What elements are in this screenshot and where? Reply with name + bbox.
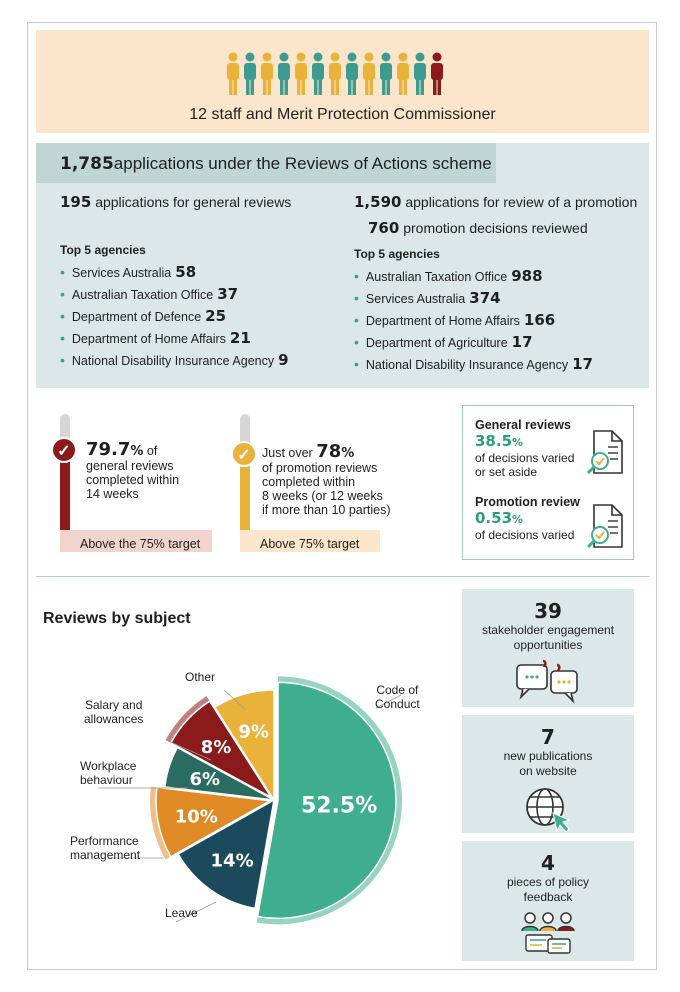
person-icon xyxy=(243,52,257,96)
pie-value-label: 10% xyxy=(174,806,218,828)
agency-item xyxy=(60,329,340,351)
person-icon xyxy=(345,52,359,96)
general-varied: General reviews 38.5% of decisions varied or set aside xyxy=(475,418,575,479)
staff-title: 12 staff and Merit Protection Commissioner xyxy=(189,106,496,123)
person-icon xyxy=(226,52,240,96)
document-check-icon xyxy=(586,503,630,551)
label-other: Other xyxy=(185,670,216,684)
agency-item xyxy=(60,285,340,307)
agency-count: 9 xyxy=(278,351,289,369)
pie-value-label: 14% xyxy=(210,850,254,872)
section-divider xyxy=(36,576,649,577)
person-icon xyxy=(362,52,376,96)
person-icon xyxy=(430,52,444,96)
label-leave: Leave xyxy=(165,906,198,920)
pie-value-label: 8% xyxy=(200,736,232,758)
document-check-icon xyxy=(586,429,630,477)
agency-name: • Department of Agriculture xyxy=(365,336,508,350)
agency-count: 17 xyxy=(511,333,533,351)
agency-count: 25 xyxy=(205,307,227,325)
pie-value-label: 9% xyxy=(238,721,269,743)
agency-item xyxy=(354,267,649,289)
person-icon xyxy=(328,52,342,96)
roa-total-text: applications under the Reviews of Actions scheme xyxy=(113,154,492,173)
agency-name: • Department of Home Affairs xyxy=(71,332,226,346)
agency-name: • Department of Defence xyxy=(71,310,202,324)
agency-name: • Australian Taxation Office xyxy=(365,270,508,284)
roa-total: 1,785 xyxy=(60,154,114,174)
agency-item xyxy=(60,351,340,373)
agency-name: • Department of Home Affairs xyxy=(365,314,520,328)
label-workplace-behaviour: Workplace behaviour xyxy=(80,759,137,787)
left-progress-text: 79.7% of general reviews completed within 14 weeks xyxy=(86,439,180,501)
right-top5-heading: Top 5 agencies xyxy=(354,247,440,261)
agency-item xyxy=(354,333,649,355)
card-policy-feedback: 4 pieces of policy feedback xyxy=(462,841,634,961)
agency-count: 21 xyxy=(229,329,251,347)
promotion-varied: Promotion review 0.53% of decisions varied xyxy=(475,495,580,542)
left-agency-list xyxy=(60,263,340,373)
globe-cursor-icon xyxy=(521,785,575,835)
person-icon xyxy=(311,52,325,96)
left-top5-heading: Top 5 agencies xyxy=(60,243,146,257)
agency-count: 988 xyxy=(511,267,543,285)
agency-name: • National Disability Insurance Agency xyxy=(71,354,275,368)
agency-name: • Services Australia xyxy=(365,292,466,306)
chart-title: Reviews by subject xyxy=(43,610,191,627)
left-target: Above the 75% target xyxy=(60,530,212,552)
agency-count: 166 xyxy=(523,311,556,329)
pie-value-label: 6% xyxy=(189,769,221,791)
left-check-icon: ✓ xyxy=(51,437,77,463)
people-feedback-icon xyxy=(518,909,578,955)
agency-count: 374 xyxy=(469,289,501,307)
right-agency-list xyxy=(354,267,649,377)
agency-name: • Australian Taxation Office xyxy=(71,288,214,302)
left-pct: 79.7 xyxy=(86,439,131,460)
right-pct: 78 xyxy=(316,441,342,462)
agency-item xyxy=(354,355,649,377)
agency-count: 37 xyxy=(217,285,239,303)
promotion-decisions: 760 promotion decisions reviewed xyxy=(368,219,588,237)
promotion-column xyxy=(354,193,649,377)
right-target: Above 75% target xyxy=(240,530,380,552)
card-stakeholder: 39 stakeholder engagement opportunities xyxy=(462,589,634,707)
right-check-icon: ✓ xyxy=(231,441,257,467)
chat-bubbles-icon xyxy=(513,659,583,705)
promotion-applications: 1,590 applications for review of a promotion xyxy=(354,193,638,211)
right-progress-text: Just over 78% of promotion reviews completed within 8 weeks (or 12 weeks if more than 10 parties) xyxy=(262,441,391,517)
agency-count: 58 xyxy=(175,263,197,281)
label-code-of-conduct: Code of Conduct xyxy=(375,683,420,711)
agency-count: 17 xyxy=(572,355,593,373)
agency-item xyxy=(60,263,340,285)
general-column xyxy=(60,193,340,373)
label-performance-management: Performance management xyxy=(70,834,141,862)
reviews-of-actions-panel xyxy=(36,143,649,388)
agency-item xyxy=(60,307,340,329)
label-salary-allowances: Salary and allowances xyxy=(84,698,144,726)
decisions-varied-box xyxy=(462,405,634,560)
person-icon xyxy=(260,52,274,96)
pie-value-label: 52.5% xyxy=(300,793,378,819)
person-icon xyxy=(396,52,410,96)
person-icon xyxy=(413,52,427,96)
person-icon xyxy=(379,52,393,96)
agency-name: • National Disability Insurance Agency xyxy=(365,358,569,372)
person-icon xyxy=(294,52,308,96)
general-applications: 195 applications for general reviews xyxy=(60,193,292,211)
roa-title xyxy=(60,154,492,174)
card-publications: 7 new publications on website xyxy=(462,715,634,833)
person-icon xyxy=(277,52,291,96)
agency-name: • Services Australia xyxy=(71,266,172,280)
staff-people-icons xyxy=(226,52,444,96)
agency-item xyxy=(354,289,649,311)
agency-item xyxy=(354,311,649,333)
staff-header xyxy=(36,30,649,133)
